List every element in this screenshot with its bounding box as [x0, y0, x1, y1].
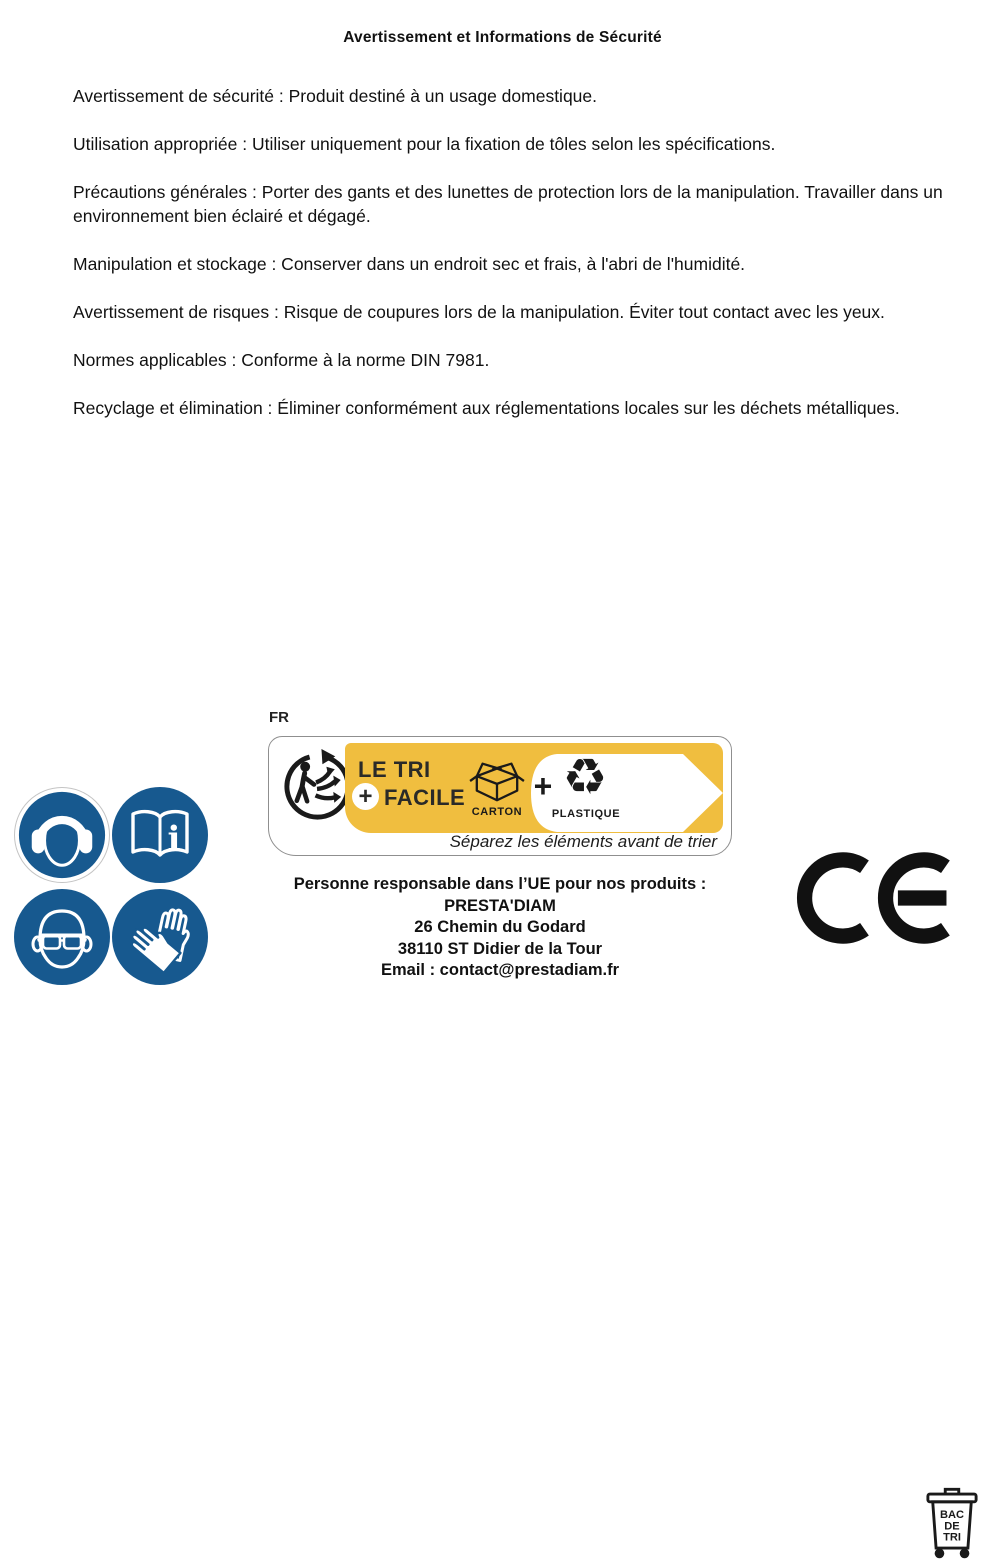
- ce-marking-icon: [796, 851, 956, 945]
- svg-text:i: i: [167, 819, 181, 859]
- brand-line-2: FACILE: [384, 785, 466, 810]
- responsible-company: PRESTA'DIAM: [444, 896, 556, 915]
- wear-eye-protection-icon: [14, 889, 110, 985]
- bin-text-line1: BAC: [939, 1509, 965, 1522]
- recycling-triangle-icon: ♻: [562, 748, 608, 806]
- eye-protection-svg: [14, 889, 110, 985]
- paragraph-standards: Normes applicables : Conforme à la norme DIN 7981.: [73, 350, 490, 370]
- bin-text-line3: TRI: [943, 1531, 961, 1544]
- safety-paragraphs: [73, 84, 967, 444]
- paragraph-safety-warning: Avertissement de sécurité : Produit destiné à un usage domestique.: [73, 86, 598, 106]
- plastique-label: PLASTIQUE: [551, 808, 621, 820]
- paragraph-handling-storage: Manipulation et stockage : Conserver dans un endroit sec et frais, à l'abri de l'humidité.: [73, 254, 746, 274]
- carton-box-icon: [467, 756, 527, 806]
- plus-separator: +: [533, 768, 553, 804]
- bin-text-line2: DE: [944, 1520, 960, 1533]
- paragraph-risk-warning: Avertissement de risques : Risque de coupures lors de la manipulation. Éviter tout contact avec les yeux.: [73, 302, 885, 322]
- responsible-street: 26 Chemin du Godard: [414, 918, 586, 936]
- paragraph-general-precautions: Précautions générales : Porter des gants et des lunettes de protection lors de la manipulation. Travailler dans un environnement bien éclairé et dégagé.: [73, 182, 943, 226]
- wear-gloves-icon: [112, 889, 208, 985]
- wear-ear-protection-icon: [14, 787, 110, 883]
- page-title: Avertissement et Informations de Sécurité: [343, 29, 662, 46]
- country-code-label: FR: [269, 709, 289, 726]
- carton-label: CARTON: [471, 806, 523, 818]
- plus-circle-icon: +: [352, 783, 379, 810]
- eu-responsible-block: [250, 874, 750, 982]
- responsible-city: 38110 ST Didier de la Tour: [397, 939, 603, 958]
- read-manual-svg: [112, 787, 208, 883]
- paragraph-appropriate-use: Utilisation appropriée : Utiliser uniquement pour la fixation de tôles selon les spécifications.: [73, 134, 776, 154]
- le-tri-facile-wordmark: [358, 757, 465, 811]
- ear-protection-svg: [18, 791, 106, 879]
- sorting-tagline: Séparez les éléments avant de trier: [449, 832, 717, 851]
- gloves-svg: [112, 889, 208, 985]
- responsible-intro: Personne responsable dans l’UE pour nos produits :: [293, 875, 707, 893]
- responsible-email: Email : contact@prestadiam.fr: [381, 961, 619, 979]
- paragraph-recycling: Recyclage et élimination : Éliminer conformément aux réglementations locales sur les déchets métalliques.: [73, 398, 900, 418]
- read-instructions-icon: [112, 787, 208, 883]
- brand-line-1: LE TRI: [358, 757, 431, 782]
- sorting-bin-icon: [925, 1484, 979, 1564]
